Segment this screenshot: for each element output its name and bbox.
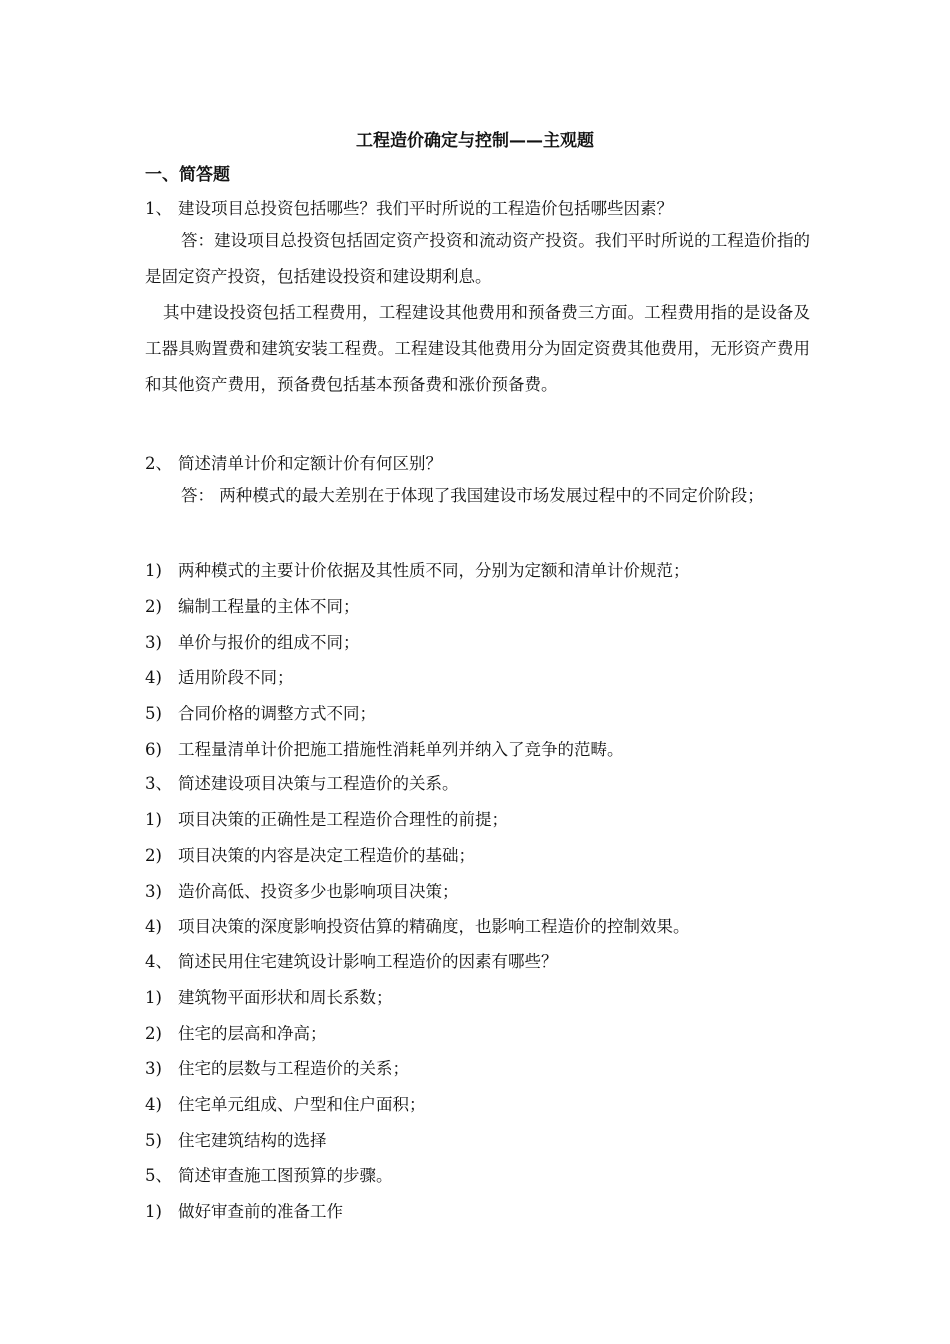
question-number: 5、: [145, 1166, 172, 1185]
list-item: 6) 工程量清单计价把施工措施性消耗单列并纳入了竞争的范畴。: [145, 740, 624, 759]
question-2: [145, 450, 442, 474]
question-5: [145, 1162, 393, 1186]
list-item: 1) 做好审查前的准备工作: [145, 1202, 343, 1221]
question-text: 建设项目总投资包括哪些？我们平时所说的工程造价包括哪些因素？: [178, 199, 673, 218]
question-number: 1、: [145, 199, 172, 218]
question-text: 简述民用住宅建筑设计影响工程造价的因素有哪些？: [178, 952, 558, 971]
question-number: 3、: [145, 774, 172, 793]
list-item: 1) 两种模式的主要计价依据及其性质不同，分别为定额和清单计价规范；: [145, 561, 690, 580]
question-text: 简述审查施工图预算的步骤。: [178, 1166, 393, 1185]
list-item: 2) 住宅的层高和净高；: [145, 1024, 327, 1043]
list-item: 2) 编制工程量的主体不同；: [145, 597, 360, 616]
answer-2-paragraph: 答： 两种模式的最大差别在于体现了我国建设市场发展过程中的不同定价阶段；: [181, 486, 764, 505]
answer-1-paragraph-1: 答：建设项目总投资包括固定资产投资和流动资产投资。我们平时所说的工程造价指的是固定资产投资，包括建设投资和建设期利息。: [145, 231, 810, 286]
list-item: 5) 合同价格的调整方式不同；: [145, 704, 376, 723]
question-text: 简述清单计价和定额计价有何区别？: [178, 454, 442, 473]
question-1: [145, 195, 673, 219]
list-item: 1) 项目决策的正确性是工程造价合理性的前提；: [145, 810, 508, 829]
question-4: [145, 948, 558, 972]
list-item: 5) 住宅建筑结构的选择: [145, 1131, 327, 1150]
list-item: 3) 单价与报价的组成不同；: [145, 633, 360, 652]
question-number: 2、: [145, 454, 172, 473]
list-item: 4) 适用阶段不同；: [145, 668, 294, 687]
list-item: 4) 项目决策的深度影响投资估算的精确度，也影响工程造价的控制效果。: [145, 917, 690, 936]
section-heading: 一、简答题: [145, 165, 230, 185]
question-3: [145, 770, 459, 794]
document-title: 工程造价确定与控制——主观题: [356, 131, 594, 151]
list-item: 1) 建筑物平面形状和周长系数；: [145, 988, 393, 1007]
list-item: 3) 造价高低、投资多少也影响项目决策；: [145, 882, 459, 901]
list-item: 2) 项目决策的内容是决定工程造价的基础；: [145, 846, 475, 865]
answer-1-paragraph-2: 其中建设投资包括工程费用，工程建设其他费用和预备费三方面。工程费用指的是设备及工器具购置费和建筑安装工程费。工程建设其他费用分为固定资费其他费用，无形资产费用和其他资产费用，预备费包括基本预备费和涨价预备费。: [145, 303, 810, 394]
list-item: 4) 住宅单元组成、户型和住户面积；: [145, 1095, 426, 1114]
list-item: 3) 住宅的层数与工程造价的关系；: [145, 1059, 409, 1078]
question-number: 4、: [145, 952, 172, 971]
question-text: 简述建设项目决策与工程造价的关系。: [178, 774, 459, 793]
